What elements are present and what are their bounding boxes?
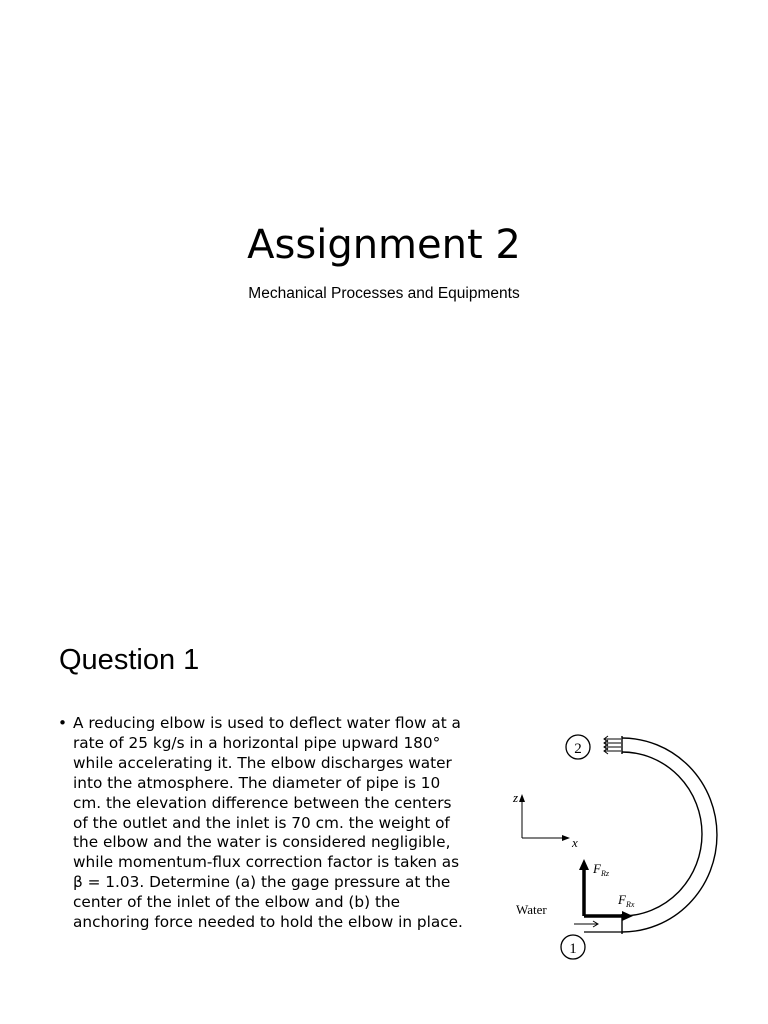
question-bullet xyxy=(58,714,470,933)
station-1-label: 1 xyxy=(569,941,577,957)
force-x-label: $F_{Rx}$ xyxy=(618,892,635,909)
bullet-icon: • xyxy=(58,714,68,732)
slide-title: Assignment 2 xyxy=(247,222,521,268)
x-axis-label: x xyxy=(572,835,578,850)
slide-subtitle: Mechanical Processes and Equipments xyxy=(248,285,520,302)
question-heading: Question 1 xyxy=(59,644,200,676)
elbow-inner-wall xyxy=(622,752,702,916)
fluid-label: Water xyxy=(516,902,547,917)
elbow-outer-wall xyxy=(622,738,717,932)
force-z-label: $F_{Rz}$ xyxy=(593,861,609,878)
reducing-elbow-figure xyxy=(500,708,740,998)
question-text: A reducing elbow is used to deflect water flow at a rate of 25 kg/s in a horizontal pipe upward 180° while accelerating it. The elbow discharges water into the atmosphere. The diameter of pipe is 10 cm. the elevation difference between the centers of the outlet and the inlet is 70 cm. the weight of the elbow and the water is considered negligible, while momentum-flux correction factor is taken as β = 1.03. Determine (a) the gage pressure at the center of the inlet of the elbow and (b) the anchoring force needed to hold the elbow in place. xyxy=(73,714,463,932)
outlet-flow-arrows xyxy=(604,736,621,754)
question-slide xyxy=(0,610,768,1024)
station-2-label: 2 xyxy=(574,741,582,757)
z-axis-label: z xyxy=(513,790,519,805)
